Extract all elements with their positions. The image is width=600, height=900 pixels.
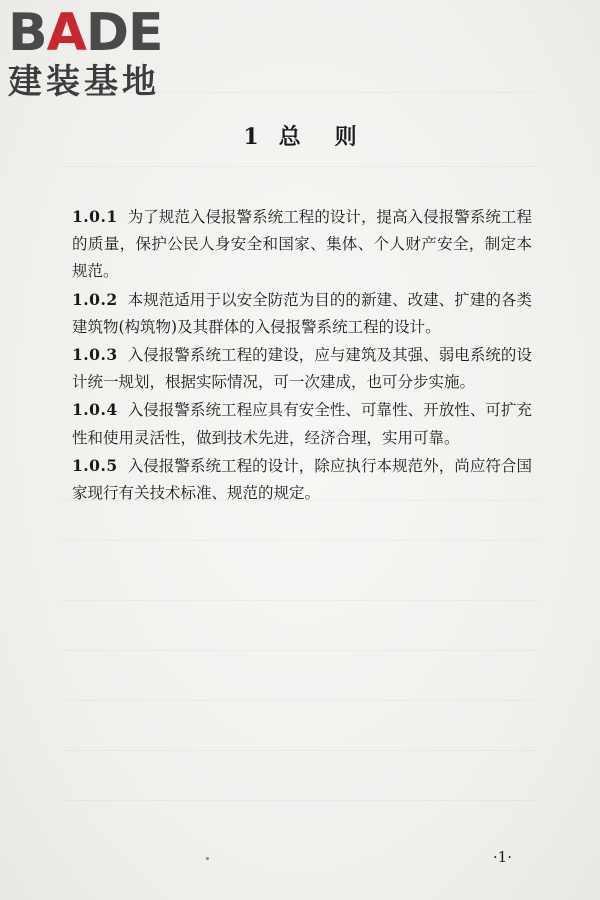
bleed-through-line [60, 750, 540, 751]
clause-1-0-4 [72, 396, 532, 451]
chapter-title [0, 120, 600, 151]
chapter-number: 1 [243, 124, 259, 150]
clause-number: 1.0.5 [72, 455, 118, 475]
clause-text: 为了规范入侵报警系统工程的设计，提高入侵报警系统工程的质量，保护公民人身安全和国家、集体、个人财产安全，制定本规范。 [72, 208, 532, 281]
clause-1-0-5 [72, 452, 532, 507]
clause-text: 本规范适用于以安全防范为目的的新建、改建、扩建的各类建筑物(构筑物)及其群体的入侵报警系统工程的设计。 [72, 290, 532, 336]
clause-text: 入侵报警系统工程应具有安全性、可靠性、开放性、可扩充性和使用灵活性，做到技术先进，经济合理，实用可靠。 [72, 401, 532, 447]
clause-number: 1.0.2 [72, 289, 118, 309]
bleed-through-line [60, 700, 540, 701]
page-number: ·1· [492, 848, 512, 866]
logo-chinese-text: 建装基地 [8, 62, 160, 102]
bleed-through-line [60, 166, 540, 167]
logo-wordmark: BADE [8, 3, 163, 63]
clause-list [72, 203, 532, 507]
clause-number: 1.0.4 [72, 400, 118, 420]
clause-text: 入侵报警系统工程的建设，应与建筑及其强、弱电系统的设计统一规划，根据实际情况，可一次建成，也可分步实施。 [72, 346, 532, 392]
scan-speck [206, 857, 209, 860]
bleed-through-line [60, 600, 540, 601]
clause-1-0-2 [72, 286, 532, 341]
bleed-through-line [60, 540, 540, 541]
clause-number: 1.0.3 [72, 345, 118, 365]
clause-1-0-3 [72, 341, 532, 396]
watermark-logo [8, 3, 178, 102]
logo-accent-letter: A [46, 3, 86, 63]
clause-text: 入侵报警系统工程的设计，除应执行本规范外，尚应符合国家现行有关技术标准、规范的规定。 [72, 456, 532, 503]
bleed-through-line [60, 650, 540, 651]
chapter-name: 总则 [278, 124, 391, 150]
clause-1-0-1 [72, 203, 532, 286]
clause-number: 1.0.1 [72, 207, 118, 226]
bleed-through-line [60, 800, 540, 801]
